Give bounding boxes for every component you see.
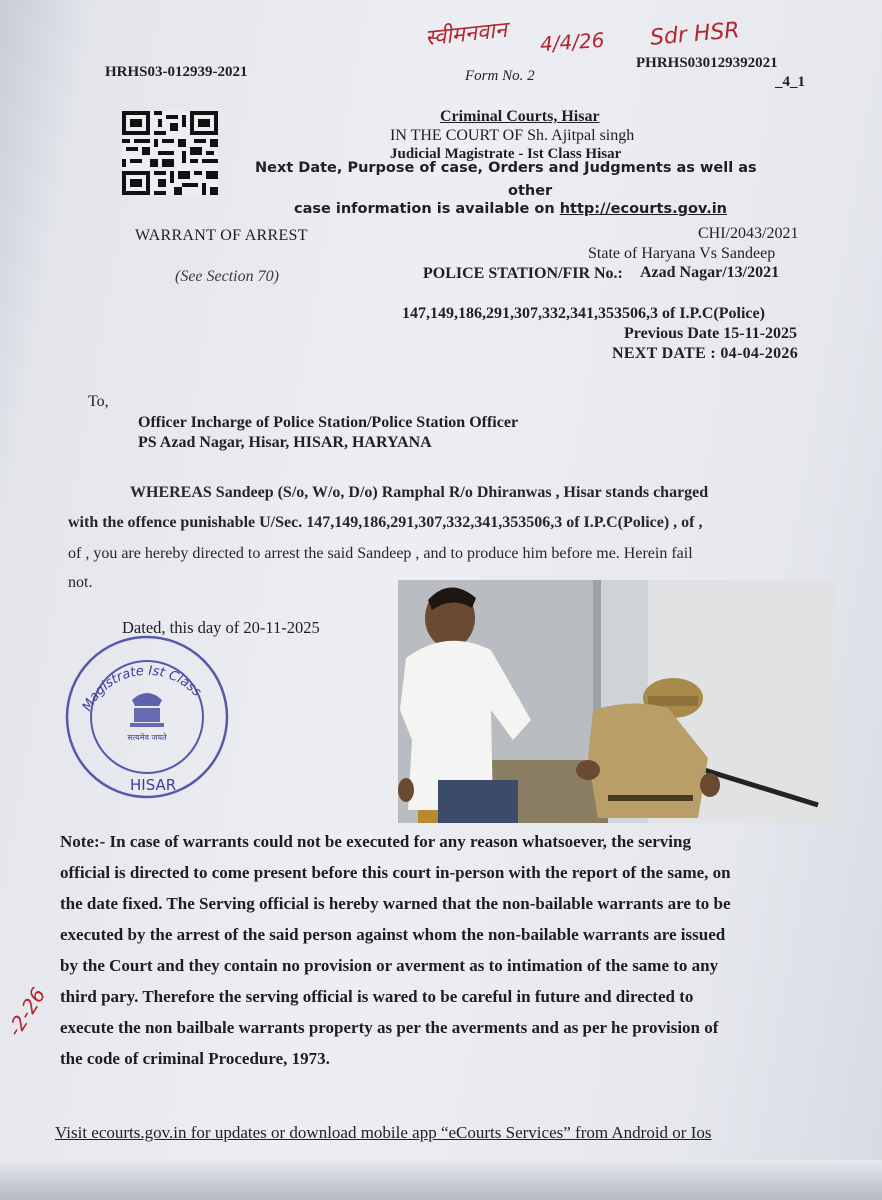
body-line4: not. (68, 574, 93, 591)
court-name: Criminal Courts, Hisar (440, 108, 600, 125)
case-code-left: HRHS03-012939-2021 (105, 64, 248, 80)
seal-top-text: Magistrate Ist Class (79, 663, 205, 714)
note-line: by the Court and they contain no provision or averment as to intimation of the same to any (60, 956, 719, 975)
arrest-photo (398, 580, 836, 823)
ecourts-info-prefix: case information is available on (294, 201, 560, 217)
magistrate-designation: Judicial Magistrate - Ist Class Hisar (390, 146, 622, 162)
previous-date: Previous Date 15-11-2025 (624, 325, 798, 342)
bottom-shadow (0, 1160, 882, 1200)
form-number: Form No. 2 (465, 68, 535, 84)
next-date: NEXT DATE : 04-04-2026 (612, 345, 799, 362)
note-line: execute the non bailbale warrants property as per the averments and as per he provision of (60, 1018, 719, 1037)
addressee-to: To, (88, 393, 109, 410)
case-parties: State of Haryana Vs Sandeep (588, 245, 776, 262)
qr-code-icon (122, 110, 218, 196)
case-code-right: PHRHS030129392021 (636, 55, 778, 71)
police-station-value: Azad Nagar/13/2021 (640, 264, 780, 281)
ecourts-link[interactable]: http://ecourts.gov.in (559, 201, 728, 217)
ecourts-info-line1: Next Date, Purpose of case, Orders and Judgments as well as (255, 160, 757, 176)
body-line2: with the offence punishable U/Sec. 147,149,186,291,307,332,341,353506,3 of I.P.C(Police) , of , (68, 514, 703, 531)
seal-motto: सत्यमेव जयते (127, 733, 167, 742)
body-line3: of , you are hereby directed to arrest the said Sandeep , and to produce him before me. Herein fail (68, 545, 693, 562)
warrant-title: WARRANT OF ARREST (135, 227, 308, 244)
ecourts-info-line2: other (508, 183, 553, 199)
note-line: official is directed to come present before this court in-person with the report of the same, on (60, 863, 731, 882)
ecourts-info-line3 (294, 201, 727, 217)
note-line: the code of criminal Procedure, 1973. (60, 1049, 330, 1068)
handwritten-date-note: 4/4/26 (539, 27, 606, 57)
handwritten-margin-note: -2-26 (2, 983, 51, 1041)
ecourts-footer-link[interactable]: Visit ecourts.gov.in for updates or download mobile app “eCourts Services” from Android or Ios (55, 1123, 712, 1142)
ipc-sections: 147,149,186,291,307,332,341,353506,3 of I.P.C(Police) (402, 305, 765, 322)
addressee-line1: Officer Incharge of Police Station/Police Station Officer (138, 414, 519, 431)
handwritten-hindi-note: स्वीमनवान (424, 17, 509, 52)
case-number: CHI/2043/2021 (698, 225, 799, 242)
seal-bottom-text: HISAR (130, 776, 177, 794)
note-line: third pary. Therefore the serving official is wared to be careful in future and directed to (60, 987, 694, 1006)
addressee-line2: PS Azad Nagar, Hisar, HISAR, HARYANA (138, 434, 432, 451)
dated-text: Dated, this day of 20-11-2025 (122, 618, 320, 637)
note-paragraph (60, 826, 860, 1074)
handwritten-sdr-note: Sdr HSR (649, 18, 741, 51)
body-line1: WHEREAS Sandeep (S/o, W/o, D/o) Ramphal R/o Dhiranwas , Hisar stands charged (130, 484, 709, 501)
case-code-right-suffix: _4_1 (775, 74, 805, 90)
court-seal-stamp (60, 630, 235, 805)
court-presiding-officer: IN THE COURT OF Sh. Ajitpal singh (390, 127, 635, 144)
note-line: executed by the arrest of the said person against whom the non-bailable warrants are issued (60, 925, 726, 944)
warrant-section: (See Section 70) (175, 268, 279, 285)
police-station-label: POLICE STATION/FIR No.: (423, 265, 623, 282)
note-line: the date fixed. The Serving official is hereby warned that the non-bailable warrants are to be (60, 894, 731, 913)
note-line: Note:- In case of warrants could not be executed for any reason whatsoever, the serving (60, 832, 691, 851)
